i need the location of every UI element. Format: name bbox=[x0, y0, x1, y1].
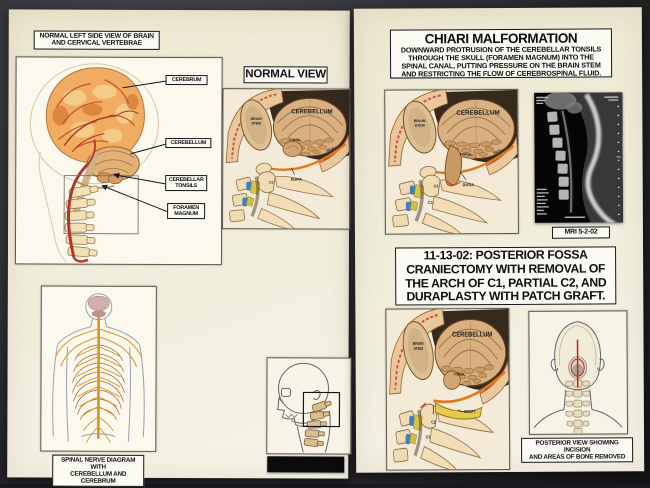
procedure-text-box bbox=[395, 246, 616, 305]
postop-view-panel bbox=[385, 308, 510, 471]
procedure-line: CRANIECTOMY WITH REMOVAL OF bbox=[396, 262, 615, 277]
caption-line: POSTERIOR VIEW SHOWING INCISION bbox=[524, 439, 630, 454]
posterior-view-caption bbox=[521, 437, 633, 463]
posterior-view-illustration bbox=[529, 311, 627, 434]
left-board-header bbox=[34, 30, 160, 49]
c3-label: C3 bbox=[428, 201, 433, 205]
normal-view-title: NORMAL VIEW bbox=[245, 68, 326, 80]
tonsil-label: TONSIL bbox=[460, 152, 472, 156]
chiari-description-line: AND RESTRICTING THE FLOW OF CEREBROSPINAL FLUID. bbox=[391, 69, 611, 78]
caption-line: CEREBELLUM AND CEREBRUM bbox=[55, 471, 141, 485]
skull-label: SKULL bbox=[326, 145, 339, 153]
label-line: MAGNUM bbox=[170, 211, 202, 217]
mri-caption: MRI 5-2-02 bbox=[552, 226, 610, 238]
skull-label: SKULL bbox=[493, 147, 506, 155]
c3-label: C3 bbox=[426, 434, 431, 440]
label-cerebellar-tonsils bbox=[165, 175, 207, 191]
label-line: FORAMEN bbox=[170, 205, 202, 211]
posterior-view-panel bbox=[528, 310, 628, 435]
label-cerebellum: CEREBELLUM bbox=[165, 138, 211, 148]
spinal-diagram-caption bbox=[52, 455, 144, 488]
caption-line: SPINAL NERVE DIAGRAM WITH bbox=[55, 457, 141, 471]
c2-label: C2 bbox=[269, 181, 274, 185]
chiari-description-line: THROUGH THE SKULL (FORAMEN MAGNUM) INTO THE bbox=[391, 53, 611, 62]
normal-view-illustration bbox=[223, 89, 349, 228]
dura-label: DURA bbox=[463, 182, 475, 187]
graft-label: GRAFT bbox=[464, 409, 477, 415]
normal-view-header bbox=[244, 66, 328, 83]
brain-stem-label: STEM bbox=[251, 121, 261, 125]
mri-image bbox=[534, 92, 623, 222]
label-cerebrum: CEREBRUM bbox=[166, 75, 208, 85]
brain-stem-label: BRAIN bbox=[251, 117, 262, 121]
chiari-illustration bbox=[385, 90, 518, 234]
spinal-nerve-panel bbox=[40, 286, 157, 452]
dura-label: DURA bbox=[291, 177, 302, 182]
chiari-title-box bbox=[390, 28, 612, 78]
normal-view-panel bbox=[222, 88, 350, 229]
chiari-description-line: DOWNWARD PROTRUSION OF THE CEREBELLAR TONSILS bbox=[391, 45, 611, 54]
brain-stem-label: BRAIN bbox=[413, 342, 424, 346]
brain-stem-label: STEM bbox=[415, 124, 425, 128]
brain-stem-label: BRAIN bbox=[414, 119, 426, 123]
tonsil-label: TONSIL bbox=[454, 372, 466, 376]
chiari-view-panel bbox=[384, 89, 519, 235]
tonsil-label: TONSIL bbox=[289, 138, 301, 142]
skull-locator-diagram bbox=[267, 358, 350, 453]
caption-line: AND AREAS OF BONE REMOVED bbox=[524, 453, 630, 461]
cerebellum-label: CEREBELLUM bbox=[452, 331, 492, 339]
procedure-line: 11-13-02: POSTERIOR FOSSA bbox=[396, 248, 615, 263]
chiari-description-line: SPINAL CANAL, PUTTING PRESSURE ON THE BRAIN STEM bbox=[391, 61, 611, 70]
cerebellum-label: CEREBELLUM bbox=[291, 109, 332, 115]
mri-film bbox=[534, 92, 623, 222]
spinal-nerve-diagram bbox=[41, 287, 156, 451]
brain-side-view-illustration bbox=[16, 57, 222, 264]
brain-top-view bbox=[88, 296, 109, 311]
cerebellum-label: CEREBELLUM bbox=[456, 109, 499, 116]
procedure-line: DURAPLASTY WITH PATCH GRAFT. bbox=[396, 290, 615, 305]
label-line: CEREBELLAR bbox=[168, 177, 204, 183]
left-exhibit-board bbox=[7, 9, 350, 478]
cerebellum-top-view bbox=[92, 310, 106, 317]
label-line: TONSILS bbox=[168, 183, 204, 189]
header-line: AND CERVICAL VERTEBRAE bbox=[35, 39, 159, 46]
chiari-title: CHIARI MALFORMATION bbox=[391, 30, 611, 46]
label-foramen-magnum bbox=[167, 203, 205, 219]
herniated-tonsil bbox=[445, 145, 462, 185]
c2-label: C2 bbox=[434, 184, 439, 188]
header-line: NORMAL LEFT SIDE VIEW OF BRAIN bbox=[35, 32, 159, 39]
c2-label: C2 bbox=[431, 419, 436, 425]
procedure-line: THE ARCH OF C1, PARTIAL C2, AND bbox=[396, 276, 615, 291]
postop-illustration bbox=[386, 309, 509, 470]
right-exhibit-board bbox=[354, 7, 644, 473]
cervical-vertebrae-small bbox=[304, 399, 332, 447]
skull-locator-panel bbox=[266, 357, 351, 454]
brain-stem-label: STEM bbox=[414, 347, 423, 351]
redaction-bar bbox=[267, 456, 344, 472]
tonsil-normal bbox=[283, 141, 302, 156]
brain-side-view-panel bbox=[15, 56, 223, 265]
